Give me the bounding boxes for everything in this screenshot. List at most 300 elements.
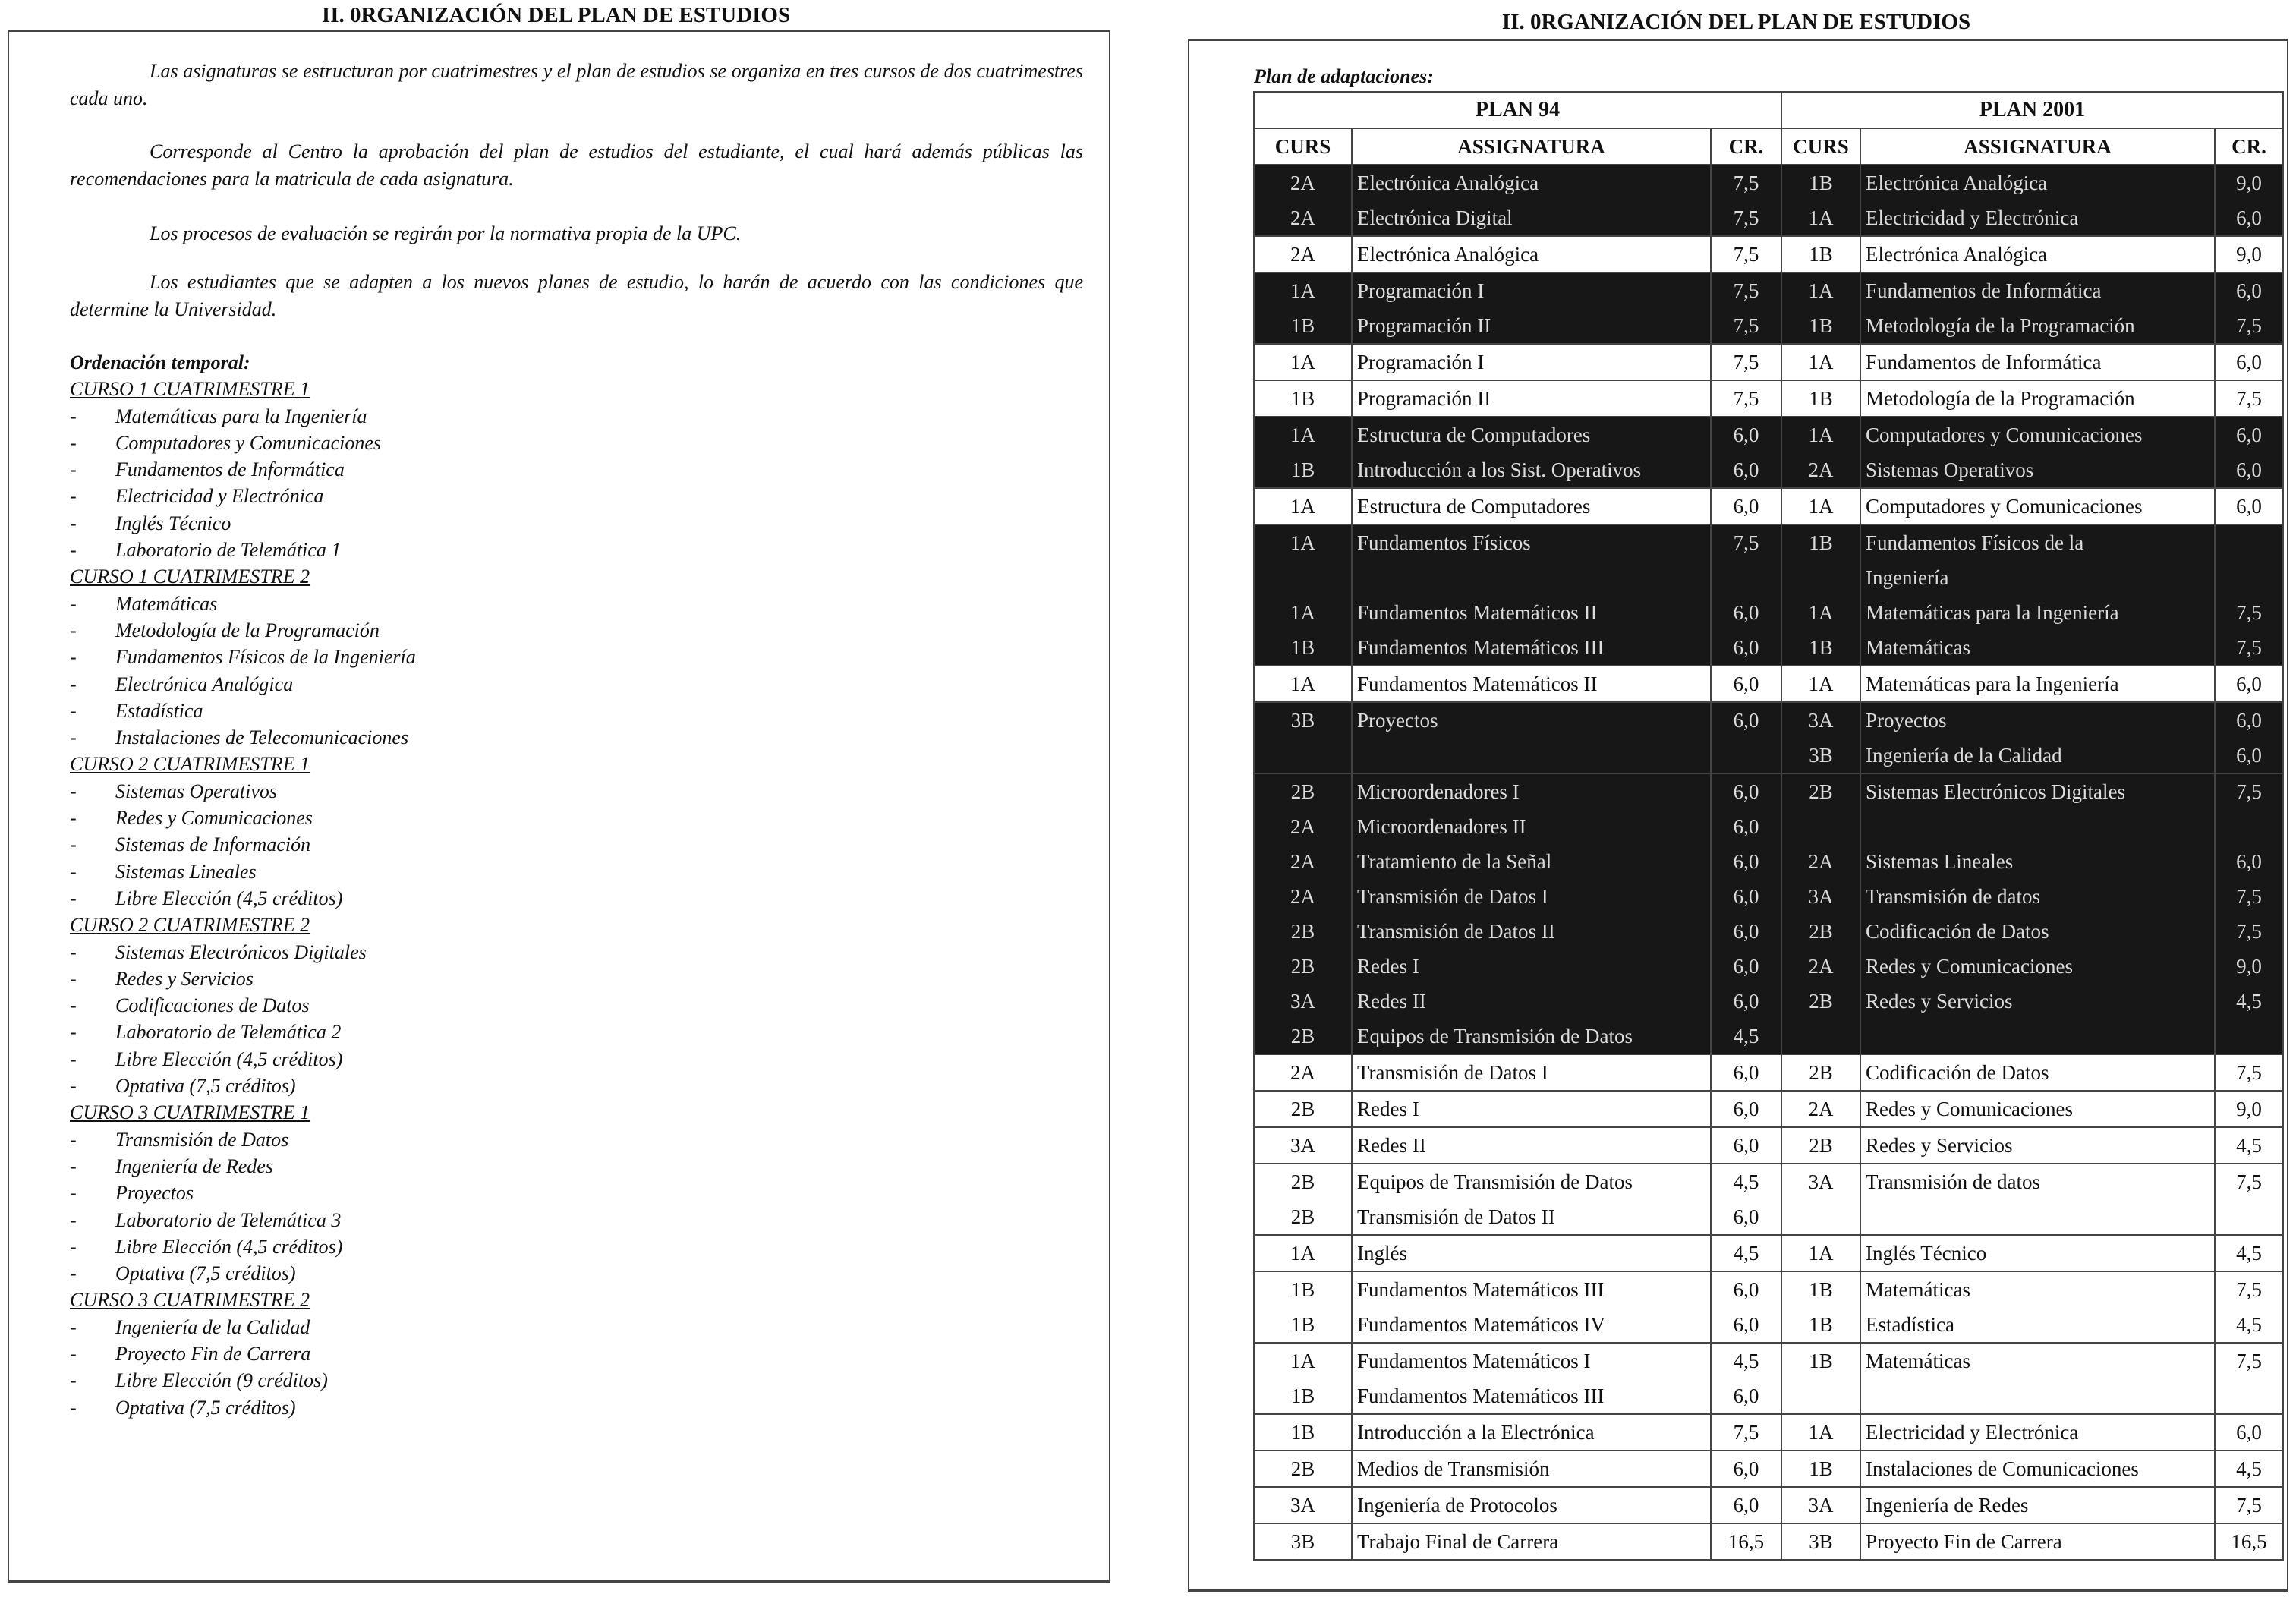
cell-line: 2B xyxy=(1290,920,1315,943)
table-row xyxy=(1254,380,2283,417)
cell-line: Fundamentos Físicos xyxy=(1357,531,1531,554)
bullet-dash: - xyxy=(70,592,77,615)
cell-line: 6,0 xyxy=(1733,1494,1759,1517)
bullet-dash: - xyxy=(70,1396,77,1419)
cell-line: Electricidad y Electrónica xyxy=(1866,1421,2079,1444)
list-item xyxy=(70,698,416,724)
cell-line: 6,0 xyxy=(1733,495,1759,518)
cell-line: 1A xyxy=(1290,1350,1315,1372)
cell-line: 6,0 xyxy=(2236,850,2262,873)
cell-line xyxy=(1357,560,1705,595)
list-item xyxy=(70,456,416,483)
bullet-dash: - xyxy=(70,485,77,508)
cell-line: Sistemas Electrónicos Digitales xyxy=(1866,780,2125,803)
cell-line: 6,0 xyxy=(1733,424,1759,446)
list-item xyxy=(70,966,416,992)
course-section-title: CURSO 1 CUATRIMESTRE 1 xyxy=(70,378,310,401)
cell-line xyxy=(2220,1378,2278,1413)
cell-line: 4,5 xyxy=(2236,1313,2262,1336)
plan94-asignatura-cell xyxy=(1352,1054,1711,1091)
list-item xyxy=(70,1046,416,1073)
cell-line: 9,0 xyxy=(2236,955,2262,978)
cell-line: Metodología de la Programación xyxy=(1866,387,2135,410)
cell-line: Proyectos xyxy=(1866,709,1947,732)
cell-line: 7,5 xyxy=(1733,351,1759,373)
list-item xyxy=(70,617,416,644)
plan94-asignatura-cell xyxy=(1352,1414,1711,1451)
list-item-label: Metodología de la Programación xyxy=(115,619,380,641)
list-item-label: Sistemas Lineales xyxy=(115,860,257,883)
list-item-label: Fundamentos Físicos de la Ingeniería xyxy=(115,646,416,669)
plan2001-curs-cell xyxy=(1781,1523,1860,1560)
cell-line: Transmisión de datos xyxy=(1866,885,2041,908)
bullet-dash: - xyxy=(70,512,77,534)
plan94-curs-cell xyxy=(1254,1451,1352,1487)
list-item-label: Redes y Comunicaciones xyxy=(115,807,313,830)
cell-line: 6,0 xyxy=(2236,709,2262,732)
course-sections xyxy=(70,376,416,1421)
list-item-label: Libre Elección (4,5 créditos) xyxy=(115,1235,343,1258)
cell-line: 2A xyxy=(1808,1098,1834,1120)
cell-line: 1B xyxy=(1809,636,1833,659)
cell-line: Computadores y Comunicaciones xyxy=(1866,495,2143,518)
plan2001-cr-cell xyxy=(2215,1451,2283,1487)
list-item-label: Fundamentos de Informática xyxy=(115,458,345,481)
plan94-asignatura-cell xyxy=(1352,702,1711,773)
cell-line: 6,0 xyxy=(1733,955,1759,978)
cell-line: Inglés xyxy=(1357,1242,1407,1265)
cell-line: 6,0 xyxy=(2236,351,2262,373)
cell-line: Redes I xyxy=(1357,955,1419,978)
plan94-curs-cell xyxy=(1254,165,1352,236)
cell-line: 2A xyxy=(1290,885,1315,908)
cell-line: Redes y Comunicaciones xyxy=(1866,955,2073,978)
plan94-cr-cell xyxy=(1711,1091,1781,1127)
list-item xyxy=(70,1019,416,1045)
cell-line: Introducción a los Sist. Operativos xyxy=(1357,458,1642,481)
list-item-label: Libre Elección (4,5 créditos) xyxy=(115,887,343,909)
cell-line: 3A xyxy=(1290,990,1315,1013)
plan2001-curs-cell xyxy=(1781,417,1860,488)
cell-line: 2A xyxy=(1808,850,1834,873)
plan94-asignatura-cell xyxy=(1352,1235,1711,1271)
cell-line: Ingeniería de Redes xyxy=(1866,1494,2029,1517)
plan2001-asignatura-cell xyxy=(1860,1235,2215,1271)
list-item xyxy=(70,671,416,698)
plan94-asignatura-cell xyxy=(1352,1091,1711,1127)
cell-line: 1A xyxy=(1290,531,1315,554)
cell-line: 6,0 xyxy=(1733,601,1759,624)
col-asig-a: ASSIGNATURA xyxy=(1352,128,1711,165)
col-curs-b: CURS xyxy=(1781,128,1860,165)
list-item-label: Inglés Técnico xyxy=(115,512,231,534)
plan94-asignatura-cell xyxy=(1352,236,1711,272)
plan94-asignatura-cell xyxy=(1352,380,1711,417)
table-row xyxy=(1254,344,2283,380)
table-row xyxy=(1254,1523,2283,1560)
cell-line: Electrónica Analógica xyxy=(1357,243,1539,266)
cell-line: 1B xyxy=(1809,387,1833,410)
list-item-label: Libre Elección (9 créditos) xyxy=(115,1369,328,1392)
bullet-dash: - xyxy=(70,1155,77,1177)
list-item-label: Laboratorio de Telemática 1 xyxy=(115,539,342,562)
cell-line: 7,5 xyxy=(1733,314,1759,337)
cell-line: 1B xyxy=(1290,1313,1315,1336)
cell-line: 3B xyxy=(1290,709,1315,732)
cell-line: Fundamentos Matemáticos II xyxy=(1357,601,1598,624)
list-item xyxy=(70,778,416,805)
cell-line xyxy=(2220,1199,2278,1234)
cell-line: 3A xyxy=(1808,1494,1834,1517)
plan94-cr-cell xyxy=(1711,1235,1781,1271)
cell-line xyxy=(1787,560,1855,595)
plan2001-cr-cell xyxy=(2215,1414,2283,1451)
plan94-asignatura-cell xyxy=(1352,1271,1711,1343)
cell-line: Microordenadores I xyxy=(1357,780,1520,803)
list-item xyxy=(70,403,416,430)
bullet-dash: - xyxy=(70,940,77,963)
plan2001-cr-cell xyxy=(2215,1164,2283,1235)
plan2001-cr-cell xyxy=(2215,417,2283,488)
list-item-label: Sistemas Operativos xyxy=(115,780,278,802)
plan2001-curs-cell xyxy=(1781,380,1860,417)
plan94-curs-cell xyxy=(1254,272,1352,344)
list-item xyxy=(70,1260,416,1287)
plan2001-cr-cell xyxy=(2215,236,2283,272)
bullet-dash: - xyxy=(70,405,77,427)
plan2001-curs-cell xyxy=(1781,1127,1860,1164)
cell-line: Inglés Técnico xyxy=(1866,1242,1987,1265)
list-item xyxy=(70,805,416,831)
table-row xyxy=(1254,1054,2283,1091)
cell-line: 2B xyxy=(1290,780,1315,803)
list-item-label: Matemáticas xyxy=(115,592,218,615)
plan2001-cr-cell xyxy=(2215,666,2283,702)
cell-line: 2B xyxy=(1809,1061,1833,1084)
plan2001-asignatura-cell xyxy=(1860,488,2215,524)
cell-line: 2B xyxy=(1290,1170,1315,1193)
plan2001-cr-cell xyxy=(2215,1343,2283,1414)
plan2001-curs-cell xyxy=(1781,488,1860,524)
plan2001-curs-cell xyxy=(1781,1235,1860,1271)
table-row xyxy=(1254,1343,2283,1414)
bullet-dash: - xyxy=(70,1047,77,1070)
list-item-label: Sistemas Electrónicos Digitales xyxy=(115,940,367,963)
col-cr-b: CR. xyxy=(2215,128,2283,165)
cell-line: 6,0 xyxy=(2236,424,2262,446)
plan2001-asignatura-cell xyxy=(1860,773,2215,1054)
plan94-cr-cell xyxy=(1711,702,1781,773)
cell-line: 4,5 xyxy=(2236,990,2262,1013)
plan94-curs-cell xyxy=(1254,1414,1352,1451)
paragraph-text: Corresponde al Centro la aprobación del plan de estudios del estudiante, el cual hará además públicas las recomendaciones para la matricula de cada asignatura. xyxy=(70,140,1083,190)
cell-line: 1A xyxy=(1290,1242,1315,1265)
cell-line: 6,0 xyxy=(1733,1134,1759,1157)
cell-line: Electrónica Analógica xyxy=(1866,243,2048,266)
plan94-curs-cell xyxy=(1254,1487,1352,1523)
cell-line: 4,5 xyxy=(1733,1025,1759,1047)
plan94-curs-cell xyxy=(1254,236,1352,272)
course-section-title: CURSO 2 CUATRIMESTRE 2 xyxy=(70,914,310,937)
plan94-curs-cell xyxy=(1254,1343,1352,1414)
cell-line: 7,5 xyxy=(1733,172,1759,194)
list-item xyxy=(70,644,416,670)
plan2001-cr-cell xyxy=(2215,165,2283,236)
list-item xyxy=(70,1314,416,1340)
list-item-label: Proyectos xyxy=(115,1182,194,1205)
cell-line: 3B xyxy=(1809,1530,1833,1553)
plan94-cr-cell xyxy=(1711,1054,1781,1091)
cell-line: Redes I xyxy=(1357,1098,1419,1120)
cell-line: 6,0 xyxy=(1733,673,1759,695)
cell-line: 6,0 xyxy=(1733,920,1759,943)
cell-line: 6,0 xyxy=(1733,1098,1759,1120)
table-row xyxy=(1254,165,2283,236)
cell-line: 2B xyxy=(1809,990,1833,1013)
plan94-asignatura-cell xyxy=(1352,1451,1711,1487)
cell-line: 7,5 xyxy=(1733,531,1759,554)
list-item-label: Optativa (7,5 créditos) xyxy=(115,1262,296,1285)
cell-line: 9,0 xyxy=(2236,172,2262,194)
cell-line xyxy=(1787,1199,1855,1234)
bullet-dash: - xyxy=(70,699,77,722)
right-page xyxy=(1188,39,2288,1592)
cell-line: 1A xyxy=(1808,1242,1834,1265)
plan2001-cr-cell xyxy=(2215,344,2283,380)
cell-line xyxy=(1866,1199,2209,1234)
left-page xyxy=(8,30,1110,1583)
plan2001-asignatura-cell xyxy=(1860,1414,2215,1451)
plan2001-curs-cell xyxy=(1781,524,1860,666)
cell-line: 6,0 xyxy=(1733,1061,1759,1084)
cell-line xyxy=(1716,738,1776,773)
cell-line: 6,0 xyxy=(2236,495,2262,518)
cell-line: 6,0 xyxy=(2236,673,2262,695)
plan94-cr-cell xyxy=(1711,1343,1781,1414)
bullet-dash: - xyxy=(70,1369,77,1392)
cell-line: Sistemas Lineales xyxy=(1866,850,2014,873)
cell-line: 6,0 xyxy=(1733,1384,1759,1407)
list-item-label: Optativa (7,5 créditos) xyxy=(115,1075,296,1098)
plan2001-asignatura-cell xyxy=(1860,1054,2215,1091)
cell-line: 3A xyxy=(1290,1134,1315,1157)
cell-line: 2B xyxy=(1290,1205,1315,1228)
plan94-curs-cell xyxy=(1254,1091,1352,1127)
cell-line xyxy=(1259,738,1346,773)
cell-line: Fundamentos Matemáticos III xyxy=(1357,1384,1605,1407)
plan94-cr-cell xyxy=(1711,524,1781,666)
list-item xyxy=(70,1180,416,1206)
cell-line: 6,0 xyxy=(1733,709,1759,732)
bullet-dash: - xyxy=(70,994,77,1017)
cell-line: 1A xyxy=(1808,279,1834,302)
cell-line: 7,5 xyxy=(2236,780,2262,803)
cell-line: 1B xyxy=(1809,1313,1833,1336)
cell-line: Fundamentos Matemáticos II xyxy=(1357,673,1598,695)
plan94-curs-cell xyxy=(1254,1271,1352,1343)
cell-line xyxy=(1787,809,1855,844)
plan2001-curs-cell xyxy=(1781,1054,1860,1091)
paragraph-3 xyxy=(70,220,1083,247)
plan94-asignatura-cell xyxy=(1352,165,1711,236)
cell-line: Proyecto Fin de Carrera xyxy=(1866,1530,2062,1553)
plan2001-curs-cell xyxy=(1781,236,1860,272)
plan94-curs-cell xyxy=(1254,702,1352,773)
cell-line xyxy=(1259,560,1346,595)
cell-line: 7,5 xyxy=(2236,636,2262,659)
cell-line: Fundamentos de Informática xyxy=(1866,279,2102,302)
list-item-label: Ingeniería de la Calidad xyxy=(115,1315,310,1338)
cell-line: Computadores y Comunicaciones xyxy=(1866,424,2143,446)
plan2001-curs-cell xyxy=(1781,165,1860,236)
plan2001-asignatura-cell xyxy=(1860,1127,2215,1164)
cell-line: 6,0 xyxy=(2236,206,2262,229)
cell-line: 9,0 xyxy=(2236,1098,2262,1120)
cell-line xyxy=(2220,525,2278,560)
cell-line xyxy=(1866,1378,2209,1413)
plan94-curs-cell xyxy=(1254,524,1352,666)
cell-line: Electricidad y Electrónica xyxy=(1866,206,2079,229)
plan2001-cr-cell xyxy=(2215,272,2283,344)
plan94-asignatura-cell xyxy=(1352,773,1711,1054)
plan2001-curs-cell xyxy=(1781,666,1860,702)
cell-line xyxy=(1716,560,1776,595)
plan94-cr-cell xyxy=(1711,380,1781,417)
cell-line xyxy=(1787,1019,1855,1054)
list-item-label: Libre Elección (4,5 créditos) xyxy=(115,1047,343,1070)
bullet-dash: - xyxy=(70,539,77,562)
plan94-curs-cell xyxy=(1254,344,1352,380)
cell-line: Matemáticas xyxy=(1866,636,1970,659)
cell-line: 1A xyxy=(1808,424,1834,446)
cell-line: 1B xyxy=(1809,243,1833,266)
plan94-asignatura-cell xyxy=(1352,488,1711,524)
plan2001-cr-cell xyxy=(2215,773,2283,1054)
bullet-dash: - xyxy=(70,673,77,695)
plan94-curs-cell xyxy=(1254,417,1352,488)
cell-line: Microordenadores II xyxy=(1357,815,1526,838)
paragraph-text: Los procesos de evaluación se regirán por la normativa propia de la UPC. xyxy=(150,222,742,244)
bullet-dash: - xyxy=(70,1235,77,1258)
plan94-cr-cell xyxy=(1711,1271,1781,1343)
paragraph-4 xyxy=(70,269,1083,323)
cell-line xyxy=(1357,738,1705,773)
plan2001-asignatura-cell xyxy=(1860,1164,2215,1235)
plan94-asignatura-cell xyxy=(1352,417,1711,488)
plan2001-asignatura-cell xyxy=(1860,1343,2215,1414)
cell-line: Codificación de Datos xyxy=(1866,920,2049,943)
cell-line: 2A xyxy=(1290,1061,1315,1084)
cell-line: 1B xyxy=(1290,636,1315,659)
cell-line: 1A xyxy=(1290,351,1315,373)
plan2001-curs-cell xyxy=(1781,1343,1860,1414)
bullet-dash: - xyxy=(70,887,77,909)
plan94-curs-cell xyxy=(1254,488,1352,524)
list-item xyxy=(70,885,416,912)
cell-line: 1B xyxy=(1290,1278,1315,1301)
list-item xyxy=(70,1153,416,1180)
cell-line: Electrónica Analógica xyxy=(1357,172,1539,194)
list-item xyxy=(70,1233,416,1260)
plan2001-asignatura-cell xyxy=(1860,1523,2215,1560)
course-section-title: CURSO 3 CUATRIMESTRE 2 xyxy=(70,1289,310,1312)
cell-line xyxy=(1866,809,2209,844)
cell-line: 3B xyxy=(1290,1530,1315,1553)
list-item xyxy=(70,483,416,509)
list-item-label: Sistemas de Información xyxy=(115,833,311,856)
paragraph-1 xyxy=(70,58,1083,112)
cell-line: 7,5 xyxy=(2236,920,2262,943)
table-row xyxy=(1254,1451,2283,1487)
cell-line: Transmisión de Datos II xyxy=(1357,1205,1555,1228)
cell-line: Electrónica Digital xyxy=(1357,206,1513,229)
cell-line: Equipos de Transmisión de Datos xyxy=(1357,1025,1633,1047)
cell-line: 1B xyxy=(1290,1421,1315,1444)
cell-line: Ingeniería de la Calidad xyxy=(1866,744,2062,767)
cell-line: Ingeniería xyxy=(1866,566,1949,589)
plan2001-cr-cell xyxy=(2215,380,2283,417)
list-item-label: Redes y Servicios xyxy=(115,967,254,990)
cell-line: Redes y Comunicaciones xyxy=(1866,1098,2073,1120)
cell-line xyxy=(2220,809,2278,844)
cell-line: 3A xyxy=(1290,1494,1315,1517)
bullet-dash: - xyxy=(70,1342,77,1365)
cell-line: 1B xyxy=(1809,1350,1833,1372)
bullet-dash: - xyxy=(70,1315,77,1338)
cell-line: 2B xyxy=(1809,1134,1833,1157)
cell-line: Redes y Servicios xyxy=(1866,1134,2013,1157)
cell-line: 2A xyxy=(1290,206,1315,229)
cell-line: 1B xyxy=(1809,1278,1833,1301)
list-item xyxy=(70,510,416,537)
cell-line: 6,0 xyxy=(1733,780,1759,803)
list-item-label: Computadores y Comunicaciones xyxy=(115,431,381,454)
plan94-curs-cell xyxy=(1254,1164,1352,1235)
table-row xyxy=(1254,773,2283,1054)
plan94-asignatura-cell xyxy=(1352,666,1711,702)
cell-line: 1A xyxy=(1290,424,1315,446)
table-row xyxy=(1254,1235,2283,1271)
plan2001-asignatura-cell xyxy=(1860,1451,2215,1487)
cell-line: 1B xyxy=(1809,314,1833,337)
cell-line: 1B xyxy=(1809,1457,1833,1480)
table-row xyxy=(1254,417,2283,488)
list-item xyxy=(70,724,416,751)
cell-line: 2A xyxy=(1808,955,1834,978)
cell-line: 6,0 xyxy=(1733,815,1759,838)
plan2001-asignatura-cell xyxy=(1860,236,2215,272)
table-row xyxy=(1254,1091,2283,1127)
plan2001-cr-cell xyxy=(2215,488,2283,524)
plan2001-curs-cell xyxy=(1781,702,1860,773)
cell-line: 3A xyxy=(1808,709,1834,732)
cell-line: 4,5 xyxy=(1733,1170,1759,1193)
plan2001-cr-cell xyxy=(2215,1091,2283,1127)
list-item xyxy=(70,1126,416,1153)
plan2001-cr-cell xyxy=(2215,1127,2283,1164)
plan94-curs-cell xyxy=(1254,1523,1352,1560)
plan2001-asignatura-cell xyxy=(1860,417,2215,488)
cell-line: Estadística xyxy=(1866,1313,1954,1336)
bullet-dash: - xyxy=(70,967,77,990)
table-row xyxy=(1254,272,2283,344)
plan2001-asignatura-cell xyxy=(1860,380,2215,417)
cell-line: 4,5 xyxy=(2236,1242,2262,1265)
plan94-curs-cell xyxy=(1254,1235,1352,1271)
plan2001-cr-cell xyxy=(2215,1523,2283,1560)
plan94-cr-cell xyxy=(1711,488,1781,524)
cell-line: 6,0 xyxy=(1733,885,1759,908)
